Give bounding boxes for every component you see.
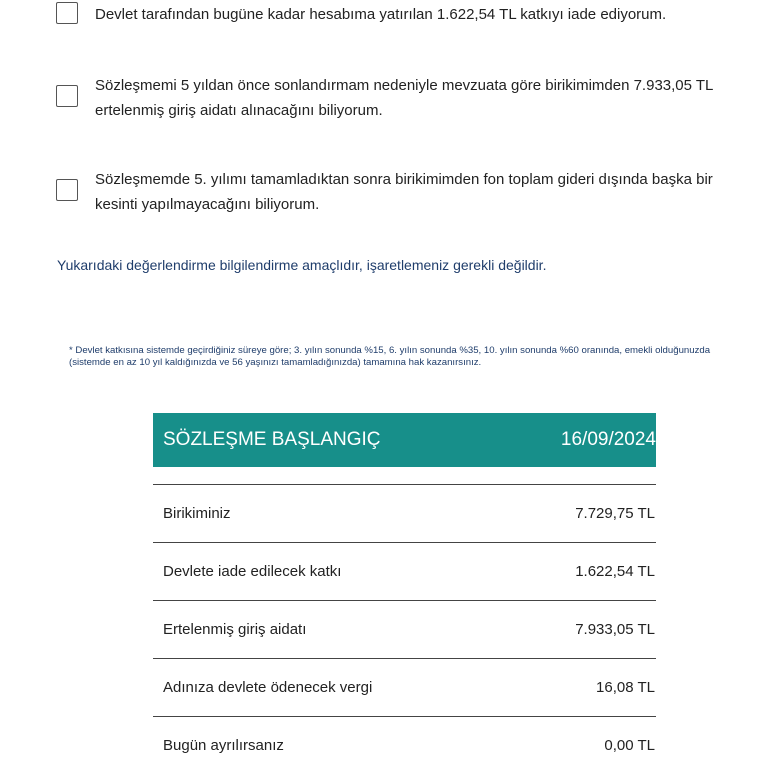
summary-table <box>153 413 656 774</box>
summary-row-value: 16,08 TL <box>596 679 655 696</box>
summary-header-date: 16/09/2024 <box>560 429 656 450</box>
summary-row-value: 7.729,75 TL <box>575 505 655 522</box>
summary-row-label: Ertelenmiş giriş aidatı <box>163 621 307 638</box>
summary-row-value: 0,00 TL <box>604 737 655 754</box>
summary-row-value: 7.933,05 TL <box>575 621 655 638</box>
check-row-no-deduction <box>56 167 754 217</box>
summary-row-value: 1.622,54 TL <box>575 563 655 580</box>
summary-row-label: Devlete iade edilecek katkı <box>163 563 342 580</box>
check-row-entry-fee <box>56 73 754 123</box>
return-contribution-label: Devlet tarafından bugüne kadar hesabıma yatırılan 1.622,54 TL katkıyı iade ediyorum. <box>95 6 667 23</box>
summary-header <box>153 413 656 467</box>
summary-row-label: Adınıza devlete ödenecek vergi <box>163 679 373 696</box>
summary-header-label: SÖZLEŞME BAŞLANGIÇ <box>163 429 381 450</box>
return-contribution-checkbox[interactable] <box>56 2 78 24</box>
info-note: Yukarıdaki değerlendirme bilgilendirme amaçlıdır, işaretlemeniz gerekli değildir. <box>57 257 547 273</box>
summary-row-label: Bugün ayrılırsanız <box>163 737 284 754</box>
check-row-return-contribution <box>56 2 754 27</box>
summary-row-savings <box>153 484 656 542</box>
footnote: * Devlet katkısına sistemde geçirdiğiniz süreye göre; 3. yılın sonunda %15, 6. yılın sonunda %35, 10. yılın sonunda %60 oranında, emekli olduğunuzda (sistemde en az 10 yıl kaldığınızda ve 56 yaşınızı tamamladığınızda) tamamına hak kazanırsınız. <box>69 345 711 368</box>
entry-fee-label: Sözleşmemi 5 yıldan önce sonlandırmam nedeniyle mevzuata göre birikimimden 7.933,05 TL ertelenmiş giriş aidatı alınacağını biliyorum. <box>95 77 713 119</box>
summary-row-state-return <box>153 542 656 600</box>
entry-fee-checkbox[interactable] <box>56 85 78 107</box>
summary-row-entry-fee <box>153 600 656 658</box>
summary-row-leave-today <box>153 716 656 774</box>
summary-row-tax <box>153 658 656 716</box>
summary-row-label: Birikiminiz <box>163 505 231 522</box>
no-deduction-label: Sözleşmemde 5. yılımı tamamladıktan sonra birikimimden fon toplam gideri dışında başka bir kesinti yapılmayacağını biliyorum. <box>95 171 713 213</box>
no-deduction-checkbox[interactable] <box>56 179 78 201</box>
